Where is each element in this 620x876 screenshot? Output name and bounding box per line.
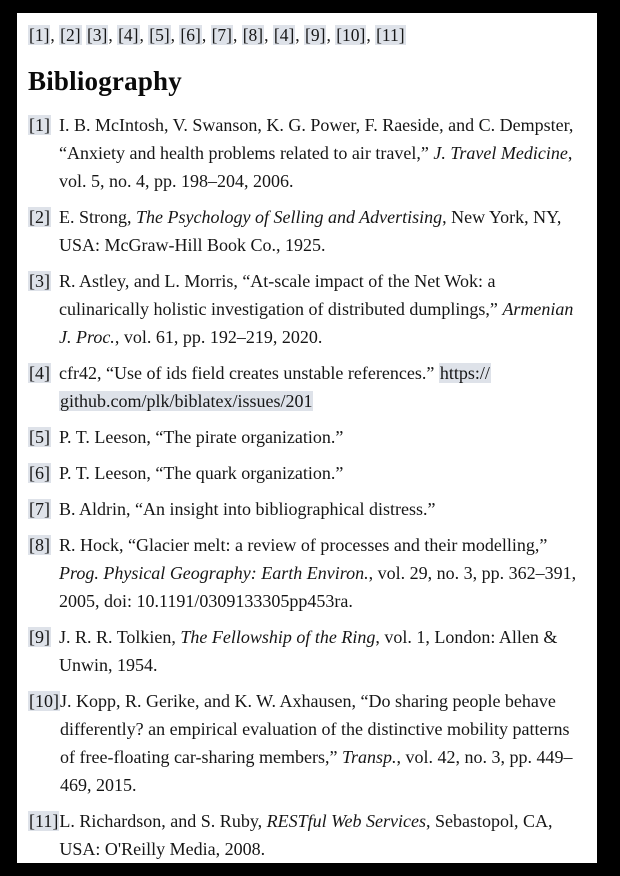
reference-label-cell — [28, 687, 60, 715]
reference-label-cell — [28, 459, 59, 487]
citation-line — [28, 23, 588, 47]
reference-segment: , vol. 42, no. 3, pp. 449–469, 2015. — [60, 747, 573, 795]
reference-segment: J. Kopp, R. Gerike, and K. W. Axhausen, “Do sharing people behave differently? an empirical evaluation of the distinctive mobility patterns of free-floating car-sharing members,” — [60, 691, 570, 767]
reference-label-cell — [28, 423, 59, 451]
reference-label[interactable]: [1] — [29, 115, 50, 135]
reference-text — [59, 267, 588, 351]
reference-segment: E. Strong, — [59, 207, 137, 227]
citation-separator: , — [232, 25, 242, 45]
reference-title-italic: The Psychology of Selling and Advertising — [136, 207, 443, 227]
reference-url-link[interactable]: github.com/plk/biblatex/issues/201 — [60, 391, 313, 411]
reference-label-cell — [28, 807, 59, 835]
reference-label-cell — [28, 359, 59, 387]
reference-title-italic: Prog. Physical Geography: Earth Environ. — [59, 563, 369, 583]
reference-item — [28, 531, 588, 615]
reference-text — [59, 203, 588, 259]
reference-label[interactable]: [11] — [29, 811, 59, 831]
citation-ref[interactable]: [9] — [305, 25, 326, 45]
reference-label[interactable]: [7] — [29, 499, 50, 519]
reference-label[interactable]: [8] — [29, 535, 50, 555]
reference-item — [28, 687, 588, 799]
citation-separator: , — [264, 25, 273, 45]
reference-segment: R. Hock, “Glacier melt: a review of processes and their modelling,” — [59, 535, 548, 555]
citation-separator: , — [366, 25, 376, 45]
bibliography-heading: Bibliography — [28, 66, 182, 96]
reference-label-cell — [28, 531, 59, 559]
reference-title-italic: RESTful Web Services — [266, 811, 426, 831]
reference-text — [59, 359, 588, 415]
reference-item — [28, 459, 588, 487]
reference-list — [28, 111, 588, 863]
reference-label[interactable]: [3] — [29, 271, 50, 291]
citation-ref[interactable]: [1] — [29, 25, 50, 45]
citation-ref[interactable]: [8] — [242, 25, 264, 45]
reference-segment: , vol. 61, pp. 192–219, 2020. — [114, 327, 323, 347]
reference-text — [59, 807, 588, 863]
citation-ref[interactable]: [4] — [273, 25, 295, 45]
reference-url-link[interactable]: https:// — [439, 363, 490, 383]
reference-title-italic: Armenian J. Proc. — [59, 299, 574, 347]
reference-segment: P. T. Leeson, “The quark organization.” — [59, 463, 344, 483]
citation-separator: , — [326, 25, 336, 45]
reference-segment: J. R. R. Tolkien, — [59, 627, 181, 647]
citation-ref[interactable]: [10] — [336, 25, 366, 45]
citation-separator: , — [170, 25, 180, 45]
reference-label-cell — [28, 203, 59, 231]
reference-item — [28, 623, 588, 679]
reference-label-cell — [28, 267, 59, 295]
reference-text — [59, 459, 588, 487]
reference-item — [28, 807, 588, 863]
reference-title-italic: J. Travel Medicine — [433, 143, 568, 163]
reference-segment: , vol. 5, no. 4, pp. 198–204, 2006. — [59, 143, 573, 191]
citation-ref[interactable]: [3] — [86, 25, 108, 45]
citation-separator: , — [108, 25, 118, 45]
reference-label[interactable]: [2] — [29, 207, 50, 227]
citation-ref[interactable]: [6] — [180, 25, 201, 45]
reference-label-cell — [28, 111, 59, 139]
reference-text — [59, 111, 588, 195]
reference-item — [28, 359, 588, 415]
reference-item — [28, 111, 588, 195]
reference-segment: B. Aldrin, “An insight into bibliographical distress.” — [59, 499, 436, 519]
reference-title-italic: The Fellowship of the Ring — [180, 627, 376, 647]
reference-label[interactable]: [6] — [29, 463, 50, 483]
reference-label[interactable]: [5] — [29, 427, 50, 447]
reference-segment: , New York, NY, USA: McGraw-Hill Book Co., 1925. — [59, 207, 562, 255]
reference-segment: R. Astley, and L. Morris, “At-scale impact of the Net Wok: a culinarically holistic investigation of distributed dumplings,” — [59, 271, 503, 319]
citation-ref[interactable]: [11] — [376, 25, 405, 45]
reference-segment: , Sebastopol, CA, USA: O'Reilly Media, 2008. — [59, 811, 553, 859]
reference-item — [28, 423, 588, 451]
reference-label-cell — [28, 623, 59, 651]
reference-label[interactable]: [9] — [29, 627, 50, 647]
reference-text — [59, 531, 588, 615]
citation-ref[interactable]: [5] — [149, 25, 170, 45]
reference-text — [59, 495, 588, 523]
reference-text — [59, 423, 588, 451]
reference-text — [60, 687, 588, 799]
citation-separator: , — [295, 25, 305, 45]
reference-label[interactable]: [4] — [29, 363, 50, 383]
reference-label[interactable]: [10] — [29, 691, 59, 711]
reference-segment: , vol. 29, no. 3, pp. 362–391, 2005, doi: 10.1191/0309133305pp453ra. — [59, 563, 577, 611]
reference-item — [28, 495, 588, 523]
reference-segment: cfr42, “Use of ids field creates unstable references.” — [59, 363, 439, 383]
reference-segment: , vol. 1, London: Allen & Unwin, 1954. — [59, 627, 558, 675]
reference-title-italic: Transp. — [342, 747, 397, 767]
reference-label-cell — [28, 495, 59, 523]
citation-separator: , — [50, 25, 60, 45]
reference-item — [28, 267, 588, 351]
citation-separator: , — [139, 25, 149, 45]
reference-segment: L. Richardson, and S. Ruby, — [59, 811, 267, 831]
reference-segment: P. T. Leeson, “The pirate organization.” — [59, 427, 344, 447]
citation-separator: , — [201, 25, 211, 45]
citation-ref[interactable]: [4] — [118, 25, 139, 45]
reference-text — [59, 623, 588, 679]
reference-item — [28, 203, 588, 259]
citation-ref[interactable]: [7] — [211, 25, 232, 45]
citation-ref[interactable]: [2] — [60, 25, 81, 45]
document-page — [17, 13, 597, 863]
reference-segment: I. B. McIntosh, V. Swanson, K. G. Power, F. Raeside, and C. Dempster, “Anxiety and health problems related to air travel,” — [59, 115, 574, 163]
